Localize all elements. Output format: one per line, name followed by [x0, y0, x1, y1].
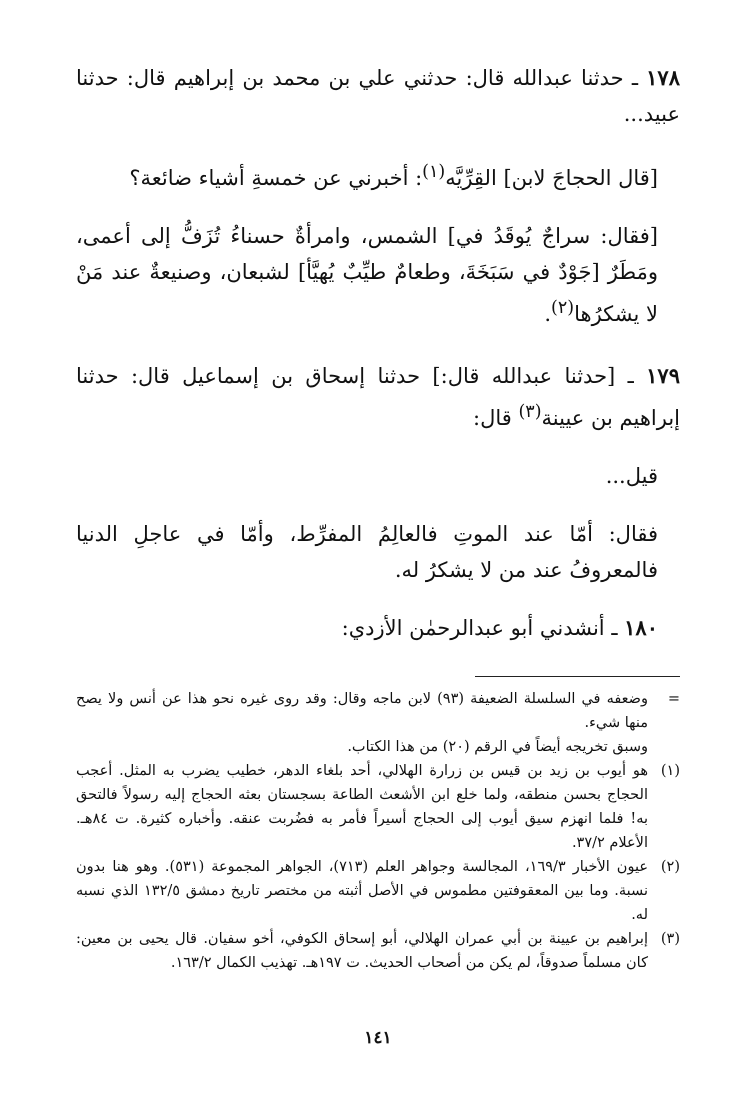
footnote-line: عيون الأخبار ١٦٩/٣، المجالسة وجواهر العلم (٧١٣)، الجواهر المجموعة (٥٣١). وهو هنا بدون نسبة. وما بين المعقوفتين مطموس في الأصل أثبته من مختصر تاريخ دمشق ١٣٢/٥ الذي نسبه له. — [76, 859, 648, 923]
hadith-number: ١٧٨ — [646, 65, 680, 90]
footnote-continuation — [76, 687, 680, 759]
footnote-mark: (١) — [660, 763, 680, 779]
footnote-line: وضعفه في السلسلة الضعيفة (٩٣) لابن ماجه وقال: وقد روى غيره نحو هذا عن أنس ولا يصح منها شيء. — [76, 691, 648, 731]
footnote-ref-3: (٣) — [518, 402, 542, 422]
footnote-mark: (٣) — [660, 931, 680, 947]
footnote-line: إبراهيم بن عيينة بن أبي عمران الهلالي، أبو إسحاق الكوفي، أخو سفيان. قال يحيى بن معين: كان مسلماً صدوقاً، لم يكن من أصحاب الحديث. ت ١٩٧هـ. تهذيب الكمال ١٦٣/٢. — [76, 931, 648, 971]
question-1: [قال الحجاجَ لابن] القِرِّيَّه$^{(١)}$: أخبرني عن خمسةِ أشياء ضائعة؟ — [129, 162, 658, 190]
answer-1: [فقال: سراجٌ يُوقَدُ في] الشمس، وامرأةٌ حسناءُ تُزَفُّ إلى أعمى، ومَطَرٌ [جَوْدٌ في سَبَخَةَ، وطعامٌ طيِّبٌ يُهيَّأ] لشبعان، وصنيعةٌ عند مَنْ لا يشكرُها$^{(٢)}$. — [76, 224, 658, 326]
paragraph-180: ١٨٠ ـ أنشدني أبو عبدالرحمٰن الأزدي: — [341, 615, 658, 640]
paragraph-178 — [76, 60, 680, 132]
question-2: قيل... — [605, 464, 658, 488]
footnote-3 — [76, 927, 680, 975]
footnote-ref-2: (٢) — [551, 298, 575, 318]
footnote-line: وسبق تخريجه أيضاً في الرقم (٢٠) من هذا الكتاب. — [347, 739, 648, 755]
footnote-line: هو أيوب بن زيد بن قيس بن زرارة الهلالي، أحد بلغاء الدهر، خطيب يضرب به المثل. أعجب الحجاج بحسن منطقه، ولما خلع ابن الأشعث الطاعة بسجستان بعثه الحجاج إليه رسولاً فالتحق به! فلما انهزم سيق أيوب إلى الحجاج أسيراً فأمر به فضُربت عنقه. وأخباره كثيرة. ت ٨٤هـ. الأعلام ٣٧/٢. — [76, 763, 648, 851]
footnote-ref-1: (١) — [422, 162, 446, 182]
footnote-divider — [475, 676, 680, 677]
hadith-number: ١٨٠ — [624, 615, 658, 640]
answer-2: فقال: أمّا عند الموتِ فالعالِمُ المفرِّط، وأمّا في عاجلِ الدنيا فالمعروفُ عند من لا يشكرُ له. — [76, 522, 658, 582]
footnote-2 — [76, 855, 680, 927]
footnote-mark: (٢) — [660, 859, 680, 875]
footnote-1 — [76, 759, 680, 855]
main-text — [76, 60, 680, 646]
paragraph-179: ١٧٩ ـ [حدثنا عبدالله قال:] حدثنا إسحاق بن إسماعيل قال: حدثنا إبراهيم بن عيينة$^{(٣)}$ قال: — [76, 363, 680, 430]
paragraph-text: ـ حدثنا عبدالله قال: حدثني علي بن محمد بن إبراهيم قال: حدثنا عبيد... — [76, 66, 680, 126]
footnote-mark: = — [667, 691, 680, 707]
footnotes — [76, 687, 680, 975]
page-number: ١٤١ — [364, 1028, 392, 1048]
hadith-number: ١٧٩ — [646, 363, 680, 388]
